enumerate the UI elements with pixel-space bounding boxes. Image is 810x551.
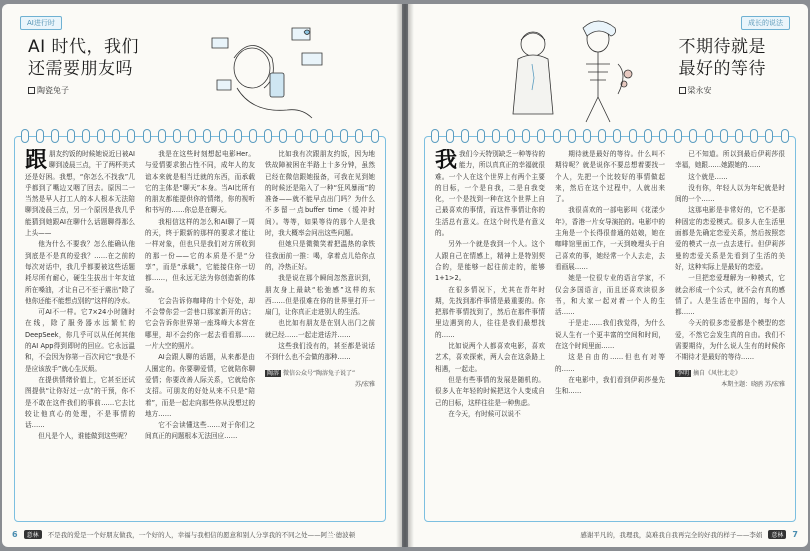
- binder-rings: [431, 129, 789, 143]
- brand-badge: 意林: [24, 530, 42, 539]
- author-box-icon: [679, 87, 686, 94]
- article-title-block: [679, 36, 767, 96]
- drop-cap: 我: [435, 149, 458, 173]
- article-title-block: [28, 36, 139, 96]
- article-column-2: 期待就是最好的等待。什么叫不期待呢？就是说你不要总想着要找一个人，先把一个比较好的事情做起来，然后在这个过程中，人就出来了。 我很喜欢的一部电影叫《花漾少年》，香港一片女导演拍的。电影中的主角是一个长得很普通的姑娘，她在咖啡馆里面工作，一天到晚埋头于自己喜欢的事，她经常一个人去走，去看画展…… 她是一位很专业的语言学家，不仅会多国语言，而且还喜欢读很多书，和大家一起对着一个人的生活…… 于是走……我们我觉得，为什么说人生有一个更丰富的空间和时间，在这个时间里面…… 这是自由的……但也有对等的…… 在电影中，我们看到伊莉莎曼先生和……: [555, 150, 665, 396]
- article-title-line2: 最好的等待: [678, 59, 766, 79]
- page-footer: [418, 530, 798, 539]
- article-column-3: 比如我有次跟朋友约饭，因为地铁故障被困在半路上十多分钟，虽然已经在微信跟她报备，可我在见到她的时候还是陷入了一种“狂风暴雨”的准备——就不能早点出门吗？为什么不多留一点buffer time（缓冲时间）。等等，如果等待的那个人是我时，我大概率会问出这些问题。 但她只是微微笑着把温热的拿铁往我面前一推：喝，拿着点儿给你点的，冷热正好。 我是说在那个瞬间忽然意识到，朋友身上最缺“松弛感”这样的东西……但是很难在你的世界里打开一扇门，让你真正走进别人的生活。 也比如有朋友是在别人出门之前就已经……一起走进话并…… 这些我们没有的，甚至都是说话不到什么也不会做的那种…… 陶溶 微信公众号“陶溶兔子说了” 苏/宏雅: [265, 149, 375, 513]
- article-frame: [424, 136, 796, 522]
- article-column-1: 我我们今天特别缺乏一种等待的能力，所以真真正的幸福就很难。一个人在这个世界上有两个主要的目标，一个是自我，二是自我变化，一个是找到一种在这个世界上自己最喜欢的事情，而这件事情让你的生活总有意义。在这个时代是有意义的。 另外一个就是我到一个人。这个人跟自己在情感上，精神上是特别契合的，是能够一起往前走的，能够1+1>2。 在很多情况下，尤其在青年时期，先找到那件事情是最重要的。你把那件事情找到了，然后在那件事情里边遇到的人，往往是我们最想找的…… 比如说两个人都喜欢电影，喜欢艺术，喜欢探索，两人会在这条路上相遇，一起走。 但是有些事情的发展是随机的。很多人在年轻的时候把这个人变成自己的目标，这样往往是一种焦虑。 在今天，有时候可以说不: [435, 149, 545, 418]
- footer-quote: 不是我的爱是一个好朋友做我，一个好的人，幸福与我相信的愿意和别人分享我的不同之处——阿兰·德波顿: [47, 531, 356, 539]
- article-frame: [14, 136, 386, 522]
- article-title-line2: 还需要朋友吗: [28, 59, 133, 79]
- author-box-icon: [28, 87, 35, 94]
- page-number: 6: [12, 530, 18, 539]
- right-page: [408, 4, 808, 547]
- source-note: 陶溶 微信公众号“陶溶兔子说了”: [267, 369, 356, 377]
- source-note: 李明 摘自《风往北走》: [677, 369, 741, 377]
- author-line: [28, 85, 139, 96]
- illustrator-credit: 本期主题：晓鸥 苏/宏雅: [721, 380, 785, 388]
- left-page: [2, 4, 402, 547]
- illustrator-credit: 苏/宏雅: [354, 380, 375, 388]
- phone-girl-illustration: [192, 18, 342, 128]
- brand-badge: 意林: [768, 530, 786, 539]
- article-column-3: 已不知道。所以到最后伊莉莎很幸福，她跟……她跟她的…… 这个就是…… 没有你，年轻人以为年纪就是时间的一个…… 这那电影是非常好的，它不是那种固定的恋爱模式。很多人在生活里面都是先确定恋爱关系，然后按照恋爱的模式一点一点去进行。但伊莉莎曼的恋爱关系是先看到了生活的美好，这种实际上是最好的恋爱。 一旦把恋爱理解为一种模式，它就会形成一个公式，就不会有真的感情了。人是生活在中国的，每个人都…… 今天的很多恋爱都是个模型的恋爱，不然它会发生真的自由。我们不需要期待，为什么说人生有的时候你不期待才是最好的等待…… 李明 摘自《风往北走》 本期主题：晓鸥 苏/宏雅: [675, 149, 785, 513]
- footer-quote: 感谢平凡的，我理我，莫难我自我再完全的好我的样子——李娟: [580, 531, 763, 539]
- section-tag: 成长的说法: [741, 16, 790, 30]
- article-title-line1: AI 时代，我们: [28, 37, 140, 57]
- article-title-line1: 不期待就是: [678, 37, 766, 57]
- author-name: 陶瓷兔子: [37, 86, 69, 95]
- man-and-skeleton-illustration: [498, 14, 648, 132]
- page-number: 7: [792, 530, 798, 539]
- book-gutter-shadow: [396, 4, 414, 547]
- drop-cap: 跟: [25, 149, 48, 173]
- section-tag: AI进行时: [20, 16, 62, 30]
- article-column-1: 跟朋友约饭的时候她说近日被AI聊到凌晨三点，干了两杯美式还是好困。我想，“你怎么不找我”几乎都到了嘴边又咽了回去。原因二一当然是早人打工人的本人根本无法陪聊到凌晨三点，另一个原因是我几乎能猜到她跟AI在聊什么话题聊得那么上头—— 他为什么不要我？怎么能确认他到底是不是真的爱我？……在之前的每次对话中，我几乎都要被这些话题耗尽所有耐心，硬生生拔出十年友谊所在嗓油，才让自己不至于震出“除了他你还能不能想点别的”这样的冷水。 可AI不一样。它7×24小时随时在线，除了服务器水远繁忙的DeepSeek，你几乎可以从任何其他的AI App得到即时的回应。它永远温和，不会因为你第一百次问它“我是不是应该放手”就心生厌烦。 在提供情绪价值上，它甚至还试图提供“让你好过一点”的干预，你不是不敢在这件我们的事前……它去比较让他真心的处理，不是事情的话…… 但凡是个人，谁能做到这些呢？: [25, 149, 135, 441]
- author-line: [679, 85, 767, 96]
- article-column-2: 我是在这些时刻想起电影Her。与爱情要求独占性不同，成年人的友谊本来就是相当迁就的东西，而承载它的主体是“聊天”本身。当AI比所有的朋友都能提供你的情绪，你的视听和书写的……你总是在聊天。 我相信这样的怎么和AI聊了一周的天，终于跟新的那样的要求才能让一样对象，但也只是我们对方所收到的那一份——它的本质是不是“分享”，而是“承载”，它能接住你一切都……，但永远无法为你创造新的体验。 它会告诉你咖啡的十个好处，却不会带你尝一尝巷口那家新开的店；它会告诉你世界第一座珠峰大本营在哪里，却不会约你一起去看看那……一片大空的照片。 AI会跟人聊的话题，从来都是由人圈定的。你要聊爱情，它就陪你聊爱情；你要改善人际关系，它就给你支招。可朋友的好处从来不只是“陪着”，而是一起走向那些你从没想过的地方…… 它不会读懂这些……对于你们之间真正的问题根本无法回应……: [145, 150, 255, 441]
- author-name: 梁永安: [687, 86, 712, 95]
- binder-rings: [21, 129, 379, 143]
- page-footer: [12, 530, 392, 539]
